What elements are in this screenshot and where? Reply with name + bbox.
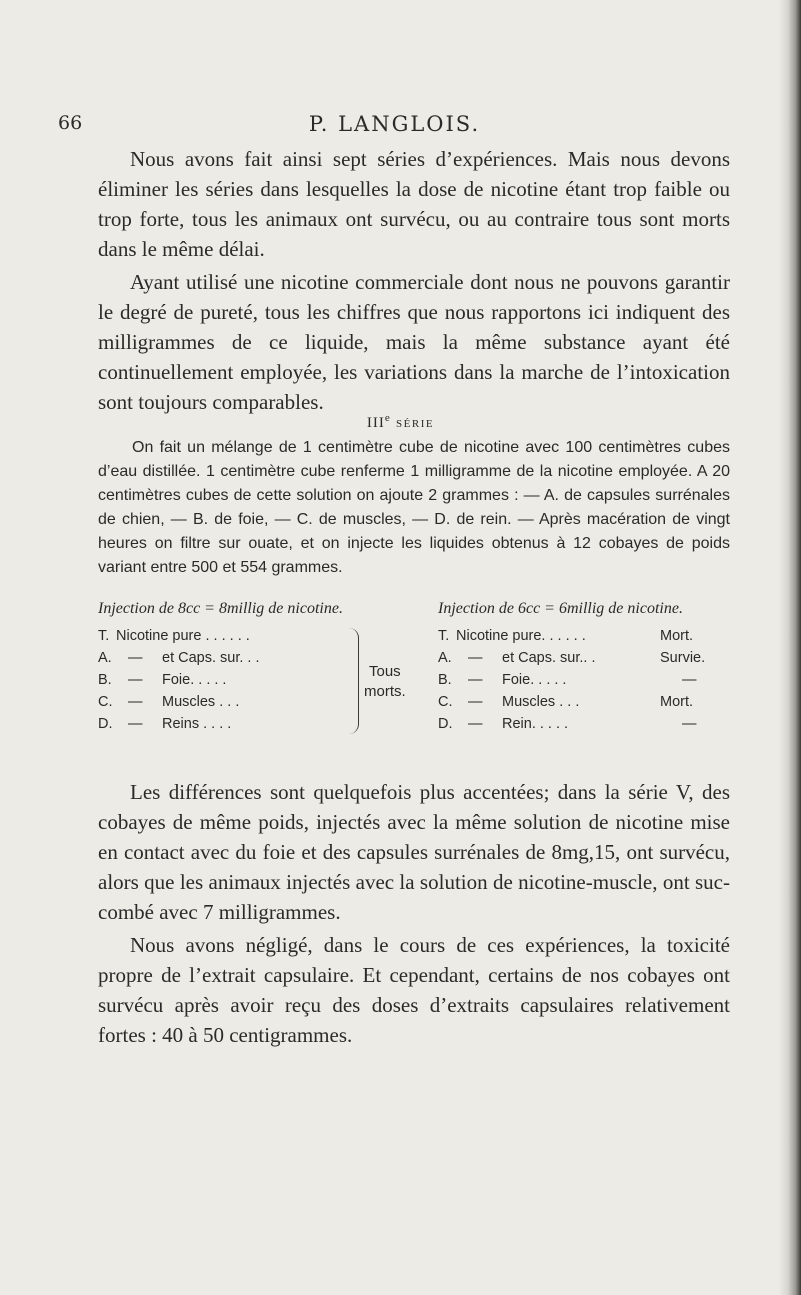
row-label: Foie. . . . . [502, 672, 567, 688]
row-dash: — [128, 694, 143, 710]
series-title [0, 412, 801, 432]
row-result: — [682, 672, 697, 688]
row-dash: — [468, 650, 483, 666]
row-letter: A. [438, 650, 452, 666]
result-line-1: Tous [368, 663, 401, 680]
row-label: Muscles . . . [502, 694, 580, 710]
row-dash: — [128, 650, 143, 666]
paragraph-3: Les différences sont quelquefois plus accentées; dans la série V, des cobayes de même poids, injectés avec la même solution de nicotine mise en contact avec du foie et des capsules surrénales de 8mg,15, ont survécu, alors que les animaux injectés avec la solution de nicotine-muscle, ont succombé avec 7 milligrammes. [98, 780, 730, 924]
paragraph-4: Nous avons négligé, dans le cours de ces expériences, la toxicité propre de l’extrait capsulaire. Et cependant, certains de nos cobayes ont survécu après avoir reçu des doses d’extraits capsulaires relativement fortes : 40 à 50 centigrammes. [98, 933, 730, 1047]
row-dash: — [128, 716, 143, 732]
row-letter: B. [438, 672, 452, 688]
series-label: SÉRIE [396, 418, 435, 430]
row-letter: D. [98, 716, 113, 732]
row-result: — [682, 716, 697, 732]
table-right-header: Injection de 6cc = 6millig de nicotine. [438, 600, 683, 617]
row-label: Nicotine pure. . . . . . [456, 628, 586, 644]
row-result: Mort. [660, 694, 694, 710]
table-left-result [364, 662, 406, 702]
page-edge-shadow [779, 0, 801, 1295]
grouping-brace [348, 628, 359, 734]
table-left-header: Injection de 8cc = 8millig de nicotine. [98, 600, 343, 617]
small-paragraph: On fait un mélange de 1 centimètre cube de nicotine avec 100 centimètres cubes d’eau distillée. 1 centimètre cube renferme 1 milligramme de la nicotine employée. A 20 centimètres cubes de cette solution on ajoute 2 grammes : — A. de capsules surrénales de chien, — B. de foie, — C. de muscles, — D. de rein. — Après macération de vingt heures on filtre sur ouate, et on injecte les liquides obtenus à 12 cobayes de poids variant entre 500 et 554 grammes. [98, 439, 730, 576]
results-tables [98, 600, 738, 750]
row-letter: T. [98, 628, 110, 644]
body-text-bottom [98, 760, 730, 1050]
row-label: Nicotine pure . . . . . . [116, 628, 250, 644]
row-letter: C. [98, 694, 113, 710]
row-label: Reins . . . . [162, 716, 232, 732]
row-letter: D. [438, 716, 453, 732]
row-label: Rein. . . . . [502, 716, 569, 732]
paragraph-2: Ayant utilisé une nicotine commerciale dont nous ne pouvons garantir le degré de pureté, tous les chiffres que nous rapportons ici indiquent des milligrammes de ce liquide, mais la même substance ayant été continuellement employée, les variations dans la marche de l’intoxication sont toujours comparables. [98, 270, 730, 414]
row-dash: — [468, 716, 483, 732]
row-label: et Caps. sur. . . [162, 650, 260, 666]
page-number: 66 [58, 112, 83, 134]
series-numeral: III [366, 415, 385, 431]
row-label: et Caps. sur.. . [502, 650, 596, 666]
row-dash: — [468, 694, 483, 710]
row-letter: A. [98, 650, 112, 666]
result-line-2: morts. [364, 683, 406, 700]
row-letter: T. [438, 628, 450, 644]
author-heading: P. LANGLOIS. [308, 112, 481, 136]
row-label: Foie. . . . . [162, 672, 227, 688]
row-letter: B. [98, 672, 112, 688]
row-result: Mort. [660, 628, 694, 644]
row-dash: — [468, 672, 483, 688]
row-dash: — [128, 672, 143, 688]
row-letter: C. [438, 694, 453, 710]
body-text-top [98, 127, 730, 417]
row-result: Survie. [660, 650, 706, 666]
method-description [98, 436, 730, 580]
series-suffix: e [384, 412, 392, 424]
paragraph-1: Nous avons fait ainsi sept séries d’expériences. Mais nous devons éliminer les séries dans lesquelles la dose de nicotine étant trop faible ou trop forte, tous les animaux ont survécu, ou au contraire tous sont morts dans le même délai. [98, 147, 730, 261]
row-label: Muscles . . . [162, 694, 240, 710]
